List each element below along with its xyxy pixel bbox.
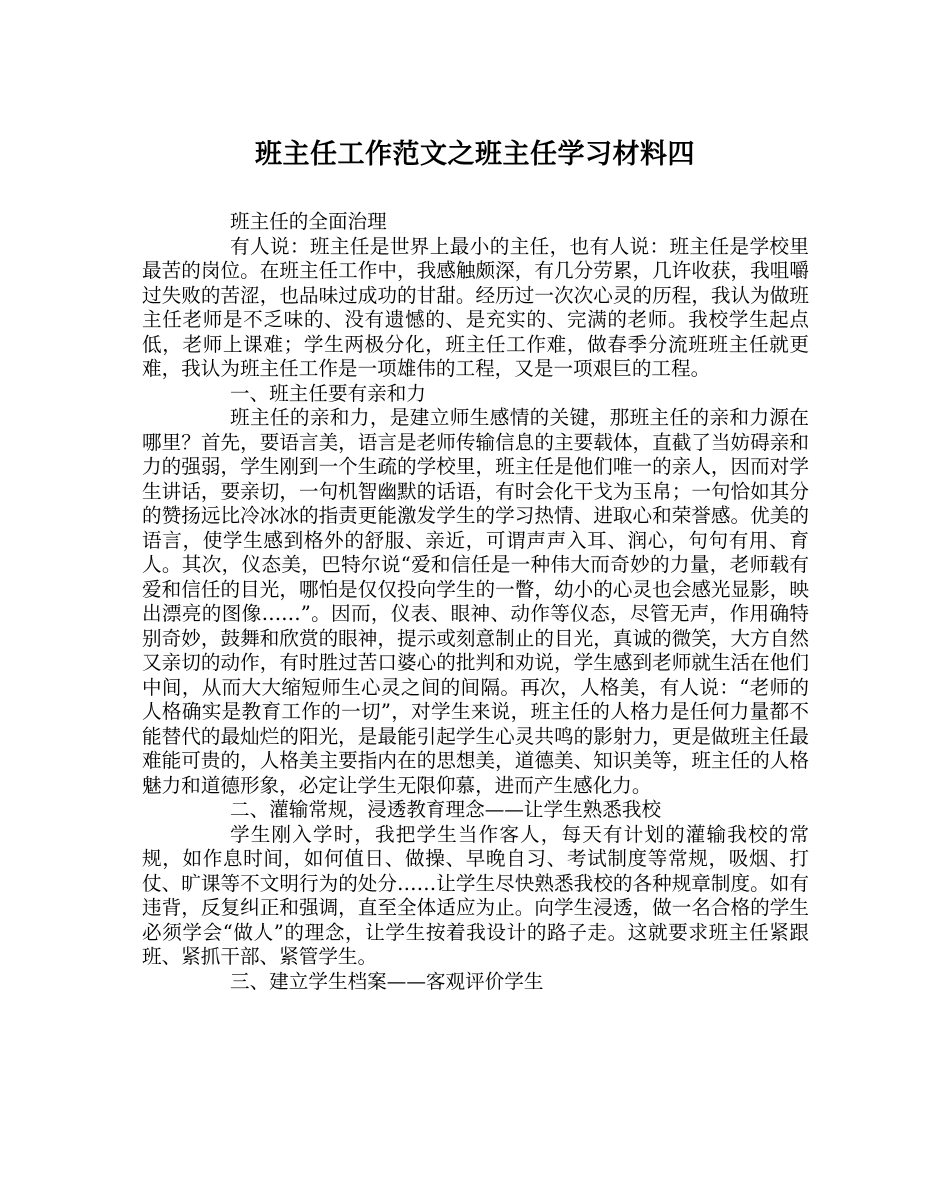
section-1-paragraph: 班主任的亲和力，是建立师生感情的关键，那班主任的亲和力源在哪里？首先，要语言美，语言是老师传输信息的主要载体，直截了当妨碍亲和力的强弱，学生刚到一个生疏的学校里，班主任是他们唯一的亲人，因而对学生讲话，要亲切，一句机智幽默的话语，有时会化干戈为玉帛；一句恰如其分的赞扬远比冷冰冰的指责更能激发学生的学习热情、进取心和荣誉感。优美的语言，使学生感到格外的舒服、亲近，可谓声声入耳、润心，句句有用、育人。其次，仪态美，巴特尔说“爱和信任是一种伟大而奇妙的力量，老师载有爱和信任的目光，哪怕是仅仅投向学生的一瞥，幼小的心灵也会感光显影，映出漂亮的图像……”。因而，仪表、眼神、动作等仪态，尽管无声，作用确特别奇妙，鼓舞和欣赏的眼神，提示或刻意制止的目光，真诚的微笑，大方自然又亲切的动作，有时胜过苦口婆心的批判和劝说，学生感到老师就生活在他们中间，从而大大缩短师生心灵之间的间隔。再次，人格美，有人说：“老师的人格确实是教育工作的一切”，对学生来说，班主任的人格力是任何力量都不能替代的最灿烂的阳光，是最能引起学生心灵共鸣的影射力，更是做班主任最难能可贵的，人格美主要指内在的思想美，道德美、知识美等，班主任的人格魅力和道德形象，必定让学生无限仰慕，进而产生感化力。 <box>142 406 809 797</box>
section-1-heading: 一、班主任要有亲和力 <box>230 381 426 405</box>
section-2-heading: 二、灌输常规，浸透教育理念——让学生熟悉我校 <box>230 798 662 821</box>
document-subtitle: 班主任的全面治理 <box>230 210 387 233</box>
document-title: 班主任工作范文之班主任学习材料四 <box>255 139 695 170</box>
section-3-heading: 三、建立学生档案——客观评价学生 <box>230 969 544 993</box>
section-2-paragraph: 学生刚入学时，我把学生当作客人，每天有计划的灌输我校的常规，如作息时间，如何值日、做操、早晚自习、考试制度等常规，吸烟、打仗、旷课等不文明行为的处分……让学生尽快熟悉我校的各种规章制度。如有违背，反复纠正和强调，直至全体适应为止。向学生浸透，做一名合格的学生必须学会“做人”的理念，让学生按着我设计的路子走。这就要求班主任紧跟班、紧抓干部、紧管学生。 <box>142 822 809 968</box>
document-body <box>142 210 809 994</box>
intro-paragraph: 有人说：班主任是世界上最小的主任，也有人说：班主任是学校里最苦的岗位。在班主任工作中，我感触颇深，有几分劳累，几许收获，我咀嚼过失败的苦涩，也品味过成功的甘甜。经历过一次次心灵的历程，我认为做班主任老师是不乏味的、没有遗憾的、是充实的、完满的老师。我校学生起点低，老师上课难；学生两极分化，班主任工作难，做春季分流班班主任就更难，我认为班主任工作是一项雄伟的工程，又是一项艰巨的工程。 <box>142 234 809 380</box>
